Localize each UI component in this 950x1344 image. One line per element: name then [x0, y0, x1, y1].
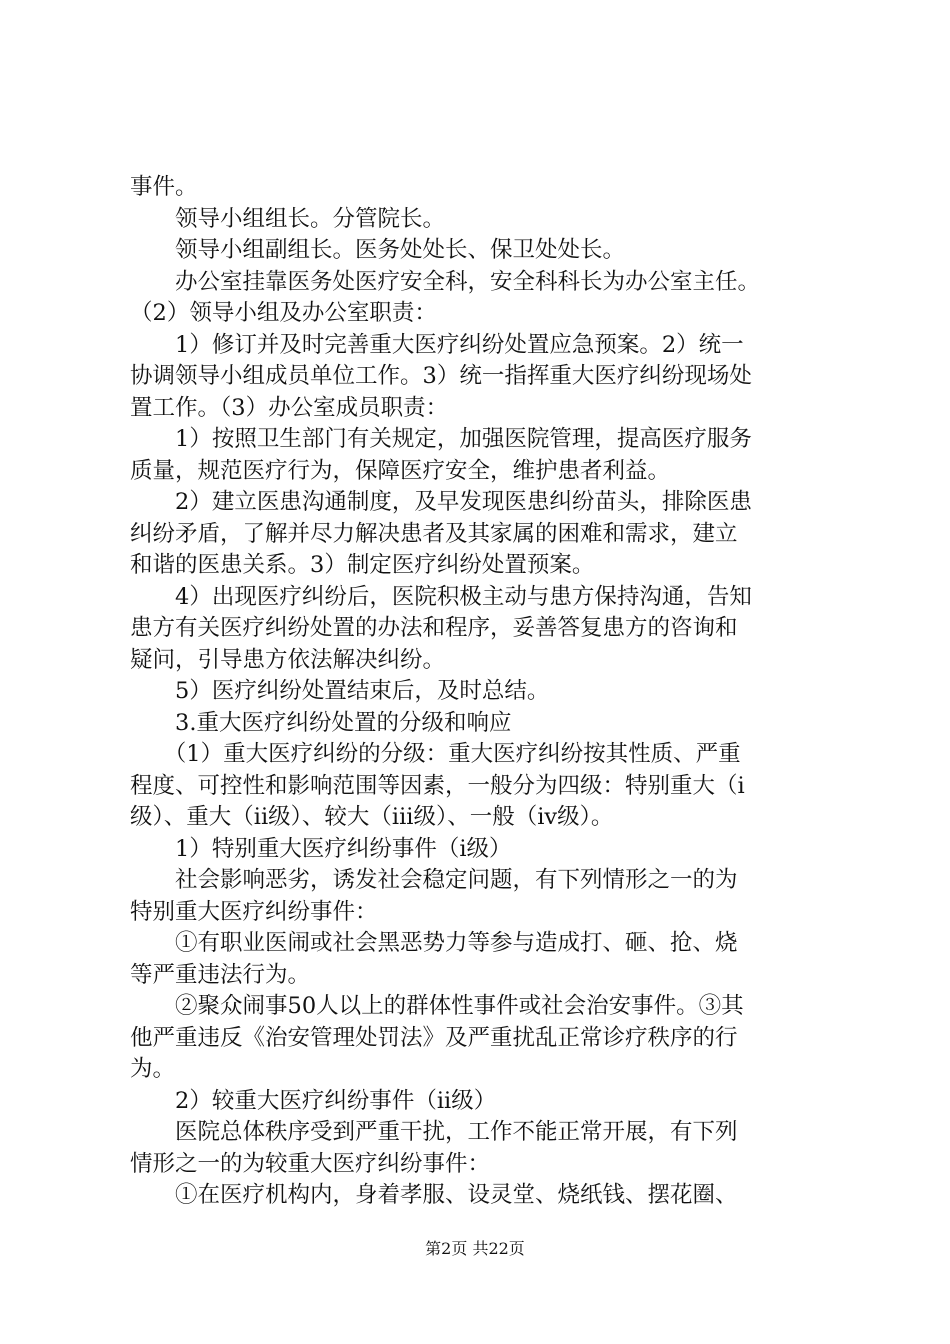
text-line: （2）领导小组及办公室职责：	[130, 300, 437, 326]
text-line: 医院总体秩序受到严重干扰，工作不能正常开展，有下列	[130, 1119, 738, 1145]
text-line: 3.重大医疗纠纷处置的分级和响应	[130, 709, 512, 736]
text-line: 质量，规范医疗行为，保障医疗安全，维护患者利益。	[130, 457, 671, 484]
text-line: 程度、可控性和影响范围等因素，一般分为四级：特别重大（i	[130, 772, 745, 799]
text-line: 患方有关医疗纠纷处置的办法和程序，妥善答复患方的咨询和	[130, 615, 738, 641]
text-line: 疑问，引导患方依法解决纠纷。	[130, 646, 446, 673]
text-line: 领导小组副组长。医务处处长、保卫处处长。	[130, 237, 626, 263]
text-line: 协调领导小组成员单位工作。3）统一指挥重大医疗纠纷现场处	[130, 363, 752, 389]
document-body	[130, 172, 835, 1212]
text-line: （1）重大医疗纠纷的分级：重大医疗纠纷按其性质、严重	[130, 741, 741, 767]
text-line: ①有职业医闹或社会黑恶势力等参与造成打、砸、抢、烧	[130, 930, 738, 956]
text-line: 领导小组组长。分管院长。	[130, 205, 446, 232]
text-line: 社会影响恶劣，诱发社会稳定问题，有下列情形之一的为	[130, 867, 738, 893]
text-line: ②聚众闹事50人以上的群体性事件或社会治安事件。③其	[130, 993, 744, 1019]
text-line: 等严重违法行为。	[130, 961, 311, 988]
text-line: 2）较重大医疗纠纷事件（ii级）	[130, 1087, 497, 1114]
text-line: 特别重大医疗纠纷事件：	[130, 898, 378, 925]
text-line: 置工作。（3）办公室成员职责：	[130, 394, 449, 421]
text-line: 5）医疗纠纷处置结束后，及时总结。	[130, 678, 550, 704]
text-line: ①在医疗机构内，身着孝服、设灵堂、烧纸钱、摆花圈、	[130, 1182, 738, 1208]
text-line: 2）建立医患沟通制度，及早发现医患纠纷苗头，排除医患	[130, 489, 752, 515]
text-line: 纠纷矛盾，了解并尽力解决患者及其家属的困难和需求，建立	[130, 520, 738, 547]
text-line: 4）出现医疗纠纷后，医院积极主动与患方保持沟通，告知	[130, 583, 752, 610]
text-line: 事件。	[130, 174, 198, 200]
text-line: 1）修订并及时完善重大医疗纠纷处置应急预案。2）统一	[130, 331, 744, 358]
text-line: 情形之一的为较重大医疗纠纷事件：	[130, 1150, 491, 1177]
page-number-footer: 第2页 共22页	[425, 1239, 525, 1258]
text-line: 1）特别重大医疗纠纷事件（i级）	[130, 835, 512, 862]
text-line: 他严重违反《治安管理处罚法》及严重扰乱正常诊疗秩序的行	[130, 1024, 738, 1051]
text-line: 和谐的医患关系。3）制定医疗纠纷处置预案。	[130, 552, 595, 578]
text-line: 办公室挂靠医务处医疗安全科，安全科科长为办公室主任。	[130, 268, 761, 295]
text-line: 级）、重大（ii级）、较大（iii级）、一般（iv级）。	[130, 804, 614, 830]
text-line: 1）按照卫生部门有关规定，加强医院管理，提高医疗服务	[130, 426, 752, 452]
text-line: 为。	[130, 1056, 176, 1082]
